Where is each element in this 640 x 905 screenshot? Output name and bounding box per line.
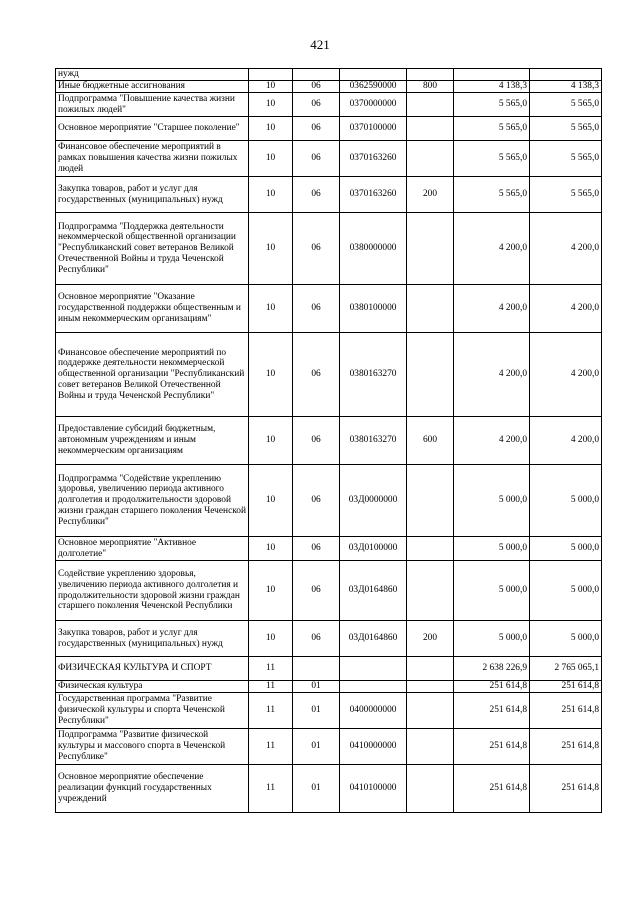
row-name-cell: Основное мероприятие "Оказание государственной поддержки общественным и иным некоммерческим организациям" [56, 285, 249, 333]
row-subsection-cell: 06 [293, 117, 340, 141]
row-expense-type-cell [407, 333, 454, 417]
row-subsection-cell: 01 [293, 693, 340, 729]
row-amount-year2-cell: 251 614,8 [530, 729, 602, 765]
row-name-cell: Государственная программа "Развитие физической культуры и спорта Чеченской Республики" [56, 693, 249, 729]
row-target-article-cell: 0370000000 [340, 93, 407, 117]
table-row [56, 141, 602, 177]
row-name-cell: Подпрограмма "Повышение качества жизни пожилых людей" [56, 93, 249, 117]
row-name-cell: Закупка товаров, работ и услуг для государственных (муниципальных) нужд [56, 177, 249, 213]
row-amount-year2-cell: 4 200,0 [530, 213, 602, 285]
row-target-article-cell: 03Д0000000 [340, 465, 407, 537]
row-amount-year2-cell: 5 565,0 [530, 141, 602, 177]
row-subsection-cell [293, 69, 340, 81]
table-row [56, 693, 602, 729]
row-name-cell: Предоставление субсидий бюджетным, автономным учреждениям и иным некоммерческим организациям [56, 417, 249, 465]
row-expense-type-cell [407, 561, 454, 621]
row-section-cell: 10 [249, 93, 293, 117]
table-row [56, 765, 602, 813]
table-row [56, 69, 602, 81]
row-subsection-cell: 06 [293, 333, 340, 417]
row-expense-type-cell [407, 93, 454, 117]
row-amount-year2-cell: 5 000,0 [530, 621, 602, 657]
row-section-cell: 10 [249, 285, 293, 333]
row-section-cell: 10 [249, 465, 293, 537]
row-name-cell: Физическая культура [56, 681, 249, 693]
row-amount-year1-cell: 5 565,0 [454, 117, 530, 141]
row-amount-year2-cell: 5 565,0 [530, 93, 602, 117]
row-name-cell: Финансовое обеспечение мероприятий по поддержке деятельности некоммерческой общественной организации "Республиканский совет ветеранов Великой Отечественной Войны и труда Чеченской Республики" [56, 333, 249, 417]
row-subsection-cell: 06 [293, 213, 340, 285]
row-amount-year2-cell: 251 614,8 [530, 765, 602, 813]
row-section-cell: 10 [249, 117, 293, 141]
row-expense-type-cell [407, 465, 454, 537]
row-amount-year2-cell: 5 565,0 [530, 117, 602, 141]
row-expense-type-cell [407, 657, 454, 681]
row-subsection-cell [293, 657, 340, 681]
table-row [56, 729, 602, 765]
table-row [56, 117, 602, 141]
row-name-cell: Основное мероприятие "Старшее поколение" [56, 117, 249, 141]
row-section-cell: 11 [249, 693, 293, 729]
row-section-cell: 10 [249, 177, 293, 213]
row-section-cell: 10 [249, 621, 293, 657]
row-expense-type-cell [407, 213, 454, 285]
table-row [56, 621, 602, 657]
row-target-article-cell: 0410100000 [340, 765, 407, 813]
row-section-cell: 10 [249, 333, 293, 417]
row-target-article-cell: 03Д0164860 [340, 621, 407, 657]
row-target-article-cell [340, 69, 407, 81]
row-amount-year1-cell: 251 614,8 [454, 729, 530, 765]
row-expense-type-cell [407, 729, 454, 765]
row-amount-year2-cell: 4 200,0 [530, 333, 602, 417]
table-row [56, 561, 602, 621]
table-row [56, 657, 602, 681]
row-expense-type-cell [407, 141, 454, 177]
table-row [56, 465, 602, 537]
row-section-cell: 10 [249, 417, 293, 465]
row-amount-year1-cell: 4 200,0 [454, 213, 530, 285]
row-target-article-cell: 0400000000 [340, 693, 407, 729]
table-row [56, 93, 602, 117]
row-target-article-cell: 0380000000 [340, 213, 407, 285]
row-target-article-cell: 0380163270 [340, 333, 407, 417]
row-amount-year2-cell: 5 000,0 [530, 465, 602, 537]
row-amount-year1-cell: 4 200,0 [454, 333, 530, 417]
row-name-cell: Подпрограмма "Развитие физической культуры и массового спорта в Чеченской Республике" [56, 729, 249, 765]
row-subsection-cell: 01 [293, 765, 340, 813]
row-target-article-cell [340, 657, 407, 681]
row-amount-year1-cell: 5 565,0 [454, 141, 530, 177]
row-amount-year2-cell: 4 200,0 [530, 417, 602, 465]
table-row [56, 333, 602, 417]
row-subsection-cell: 06 [293, 81, 340, 93]
row-target-article-cell: 0362590000 [340, 81, 407, 93]
row-section-cell: 10 [249, 81, 293, 93]
row-amount-year2-cell: 5 000,0 [530, 537, 602, 561]
row-amount-year1-cell: 4 200,0 [454, 285, 530, 333]
row-subsection-cell: 06 [293, 93, 340, 117]
row-name-cell: Иные бюджетные ассигнования [56, 81, 249, 93]
row-expense-type-cell [407, 693, 454, 729]
row-name-cell: Подпрограмма "Содействие укреплению здоровья, увеличению периода активного долголетия и продолжительности здоровой жизни граждан старшего поколения Чеченской Республики" [56, 465, 249, 537]
row-amount-year2-cell: 5 000,0 [530, 561, 602, 621]
row-amount-year1-cell: 2 638 226,9 [454, 657, 530, 681]
row-expense-type-cell [407, 117, 454, 141]
row-subsection-cell: 06 [293, 285, 340, 333]
row-expense-type-cell [407, 537, 454, 561]
row-amount-year2-cell [530, 69, 602, 81]
row-expense-type-cell: 200 [407, 621, 454, 657]
row-amount-year1-cell: 5 000,0 [454, 465, 530, 537]
table-row [56, 177, 602, 213]
row-section-cell: 10 [249, 141, 293, 177]
row-section-cell: 11 [249, 765, 293, 813]
row-amount-year2-cell: 4 200,0 [530, 285, 602, 333]
row-name-cell: нужд [56, 69, 249, 81]
row-amount-year1-cell: 5 565,0 [454, 93, 530, 117]
row-amount-year1-cell: 251 614,8 [454, 765, 530, 813]
row-amount-year2-cell: 251 614,8 [530, 681, 602, 693]
row-name-cell: Подпрограмма "Поддержка деятельности некоммерческой общественной организации "Республиканский совет ветеранов Великой Отечественной Войны и труда Чеченской Республики" [56, 213, 249, 285]
row-amount-year1-cell: 5 000,0 [454, 537, 530, 561]
row-subsection-cell: 06 [293, 141, 340, 177]
row-amount-year1-cell: 5 000,0 [454, 561, 530, 621]
row-amount-year2-cell: 4 138,3 [530, 81, 602, 93]
row-amount-year2-cell: 251 614,8 [530, 693, 602, 729]
row-amount-year1-cell: 251 614,8 [454, 693, 530, 729]
row-expense-type-cell [407, 69, 454, 81]
row-target-article-cell: 0380163270 [340, 417, 407, 465]
row-expense-type-cell: 600 [407, 417, 454, 465]
row-name-cell: Закупка товаров, работ и услуг для государственных (муниципальных) нужд [56, 621, 249, 657]
row-subsection-cell: 06 [293, 561, 340, 621]
row-expense-type-cell: 800 [407, 81, 454, 93]
row-section-cell: 11 [249, 729, 293, 765]
row-subsection-cell: 06 [293, 465, 340, 537]
row-target-article-cell: 03Д0164860 [340, 561, 407, 621]
table-row [56, 417, 602, 465]
row-section-cell [249, 69, 293, 81]
budget-table [55, 68, 602, 813]
row-name-cell: Основное мероприятие "Активное долголетие" [56, 537, 249, 561]
row-target-article-cell: 03Д0100000 [340, 537, 407, 561]
row-amount-year1-cell: 251 614,8 [454, 681, 530, 693]
row-expense-type-cell [407, 765, 454, 813]
row-target-article-cell [340, 681, 407, 693]
row-amount-year1-cell: 5 565,0 [454, 177, 530, 213]
row-section-cell: 10 [249, 213, 293, 285]
row-name-cell: Основное мероприятие обеспечение реализации функций государственных учреждений [56, 765, 249, 813]
row-subsection-cell: 06 [293, 537, 340, 561]
row-target-article-cell: 0380100000 [340, 285, 407, 333]
row-section-cell: 11 [249, 657, 293, 681]
row-amount-year1-cell: 4 138,3 [454, 81, 530, 93]
row-section-cell: 10 [249, 561, 293, 621]
page-number: 421 [310, 37, 330, 52]
row-target-article-cell: 0370163260 [340, 141, 407, 177]
row-expense-type-cell [407, 681, 454, 693]
row-name-cell: Финансовое обеспечение мероприятий в рамках повышения качества жизни пожилых людей [56, 141, 249, 177]
row-section-cell: 11 [249, 681, 293, 693]
row-subsection-cell: 06 [293, 417, 340, 465]
row-subsection-cell: 06 [293, 177, 340, 213]
row-target-article-cell: 0370163260 [340, 177, 407, 213]
row-amount-year1-cell [454, 69, 530, 81]
table-body [56, 69, 602, 813]
row-amount-year2-cell: 5 565,0 [530, 177, 602, 213]
row-name-cell: ФИЗИЧЕСКАЯ КУЛЬТУРА И СПОРТ [56, 657, 249, 681]
table-row [56, 213, 602, 285]
row-amount-year1-cell: 5 000,0 [454, 621, 530, 657]
table-row [56, 681, 602, 693]
row-amount-year1-cell: 4 200,0 [454, 417, 530, 465]
row-expense-type-cell [407, 285, 454, 333]
row-subsection-cell: 01 [293, 729, 340, 765]
row-target-article-cell: 0370100000 [340, 117, 407, 141]
table-row [56, 285, 602, 333]
row-subsection-cell: 06 [293, 621, 340, 657]
table-row [56, 537, 602, 561]
row-section-cell: 10 [249, 537, 293, 561]
table-row [56, 81, 602, 93]
row-name-cell: Содействие укреплению здоровья, увеличению периода активного долголетия и продолжительности здоровой жизни граждан старшего поколения Чеченской Республики [56, 561, 249, 621]
row-expense-type-cell: 200 [407, 177, 454, 213]
row-subsection-cell: 01 [293, 681, 340, 693]
row-target-article-cell: 0410000000 [340, 729, 407, 765]
row-amount-year2-cell: 2 765 065,1 [530, 657, 602, 681]
